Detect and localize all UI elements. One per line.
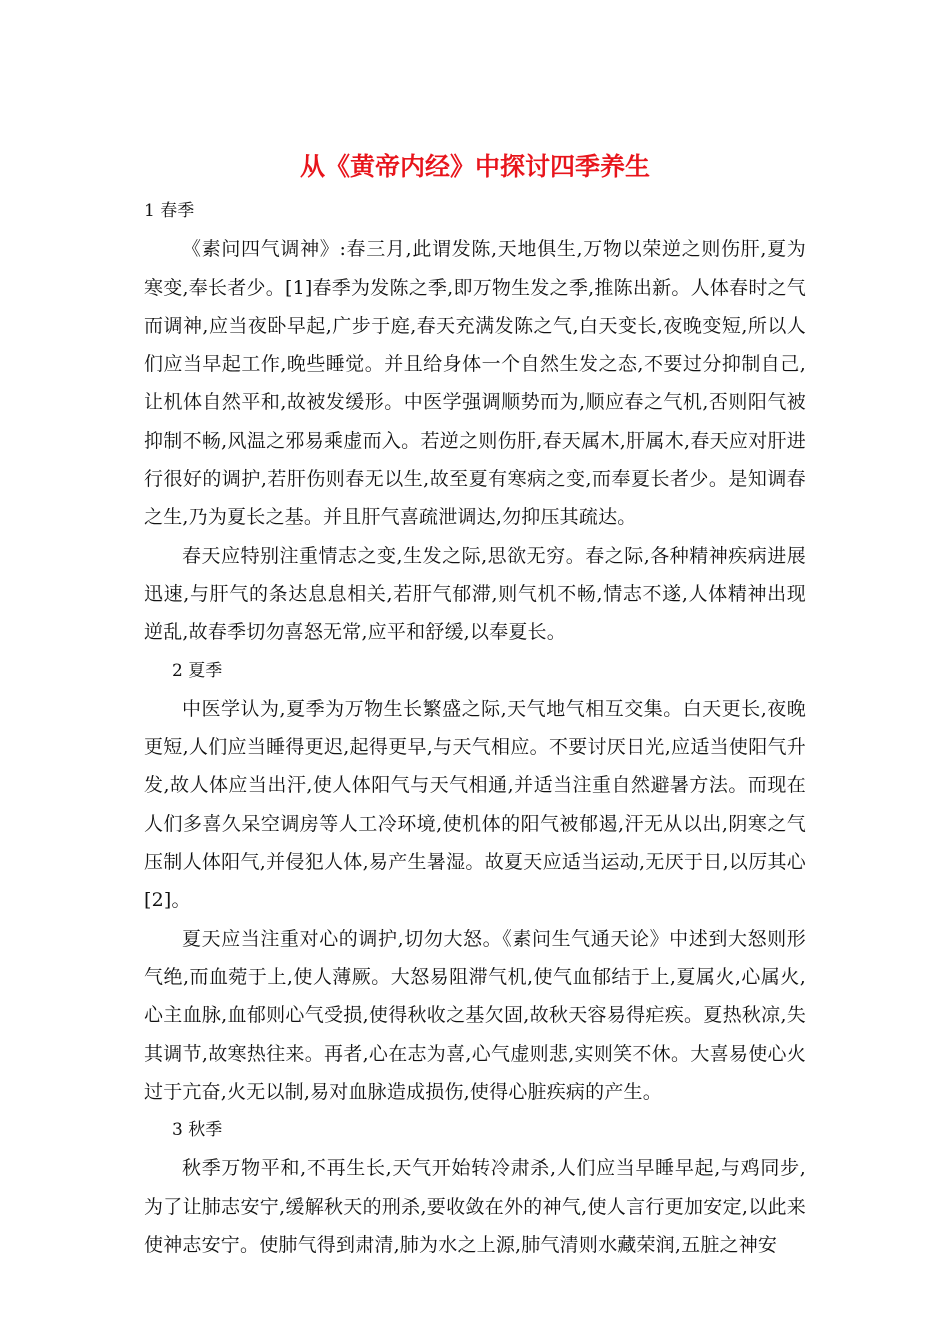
paragraph: 夏天应当注重对心的调护,切勿大怒。《素问生气通天论》中述到大怒则形气绝,而血菀于上,使人薄厥。大怒易阻滞气机,使气血郁结于上,夏属火,心属火,心主血脉,血郁则心气受损,使得秋收之基欠固,故秋天容易得疟疾。夏热秋凉,失其调节,故寒热往来。再者,心在志为喜,心气虚则悲,实则笑不休。大喜易使心火过于亢奋,火无以制,易对血脉造成损伤,使得心脏疾病的产生。 xyxy=(144,927,806,1103)
document-title: 从《黄帝内经》中探讨四季养生 xyxy=(299,152,650,181)
document-body xyxy=(144,192,806,1264)
section-heading-autumn: 3 秋季 xyxy=(172,1120,223,1141)
paragraph: 《素问四气调神》:春三月,此谓发陈,天地俱生,万物以荣逆之则伤肝,夏为寒变,奉长者少。[1]春季为发陈之季,即万物生发之季,推陈出新。人体春时之气而调神,应当夜卧早起,广步于庭,春天充满发陈之气,白天变长,夜晚变短,所以人们应当早起工作,晚些睡觉。并且给身体一个自然生发之态,不要过分抑制自己,让机体自然平和,故被发缓形。中医学强调顺势而为,顺应春之气机,否则阳气被抑制不畅,风温之邪易乘虚而入。若逆之则伤肝,春天属木,肝属木,春天应对肝进行很好的调护,若肝伤则春无以生,故至夏有寒病之变,而奉夏长者少。是知调春之生,乃为夏长之基。并且肝气喜疏泄调达,勿抑压其疏达。 xyxy=(144,238,806,529)
section-heading-summer: 2 夏季 xyxy=(172,660,223,681)
section-heading-spring: 1 春季 xyxy=(144,201,195,221)
paragraph: 秋季万物平和,不再生长,天气开始转冷肃杀,人们应当早睡早起,与鸡同步,为了让肺志安宁,缓解秋天的刑杀,要收敛在外的神气,使人言行更加安定,以此来使神志安宁。使肺气得到肃清,肺为水之上源,肺气清则水藏荣润,五脏之神安 xyxy=(144,1157,806,1257)
paragraph: 春天应特别注重情志之变,生发之际,思欲无穷。春之际,各种精神疾病进展迅速,与肝气的条达息息相关,若肝气郁滞,则气机不畅,情志不遂,人体精神出现逆乱,故春季切勿喜怒无常,应平和舒缓,以奉夏长。 xyxy=(144,544,806,644)
paragraph: 中医学认为,夏季为万物生长繁盛之际,天气地气相互交集。白天更长,夜晚更短,人们应当睡得更迟,起得更早,与天气相应。不要讨厌日光,应适当使阳气升发,故人体应当出汗,使人体阳气与天气相通,并适当注重自然避暑方法。而现在人们多喜久呆空调房等人工冷环境,使机体的阳气被郁遏,汗无从以出,阴寒之气压制人体阳气,并侵犯人体,易产生暑湿。故夏天应适当运动,无厌于日,以厉其心[2]。 xyxy=(144,697,806,912)
